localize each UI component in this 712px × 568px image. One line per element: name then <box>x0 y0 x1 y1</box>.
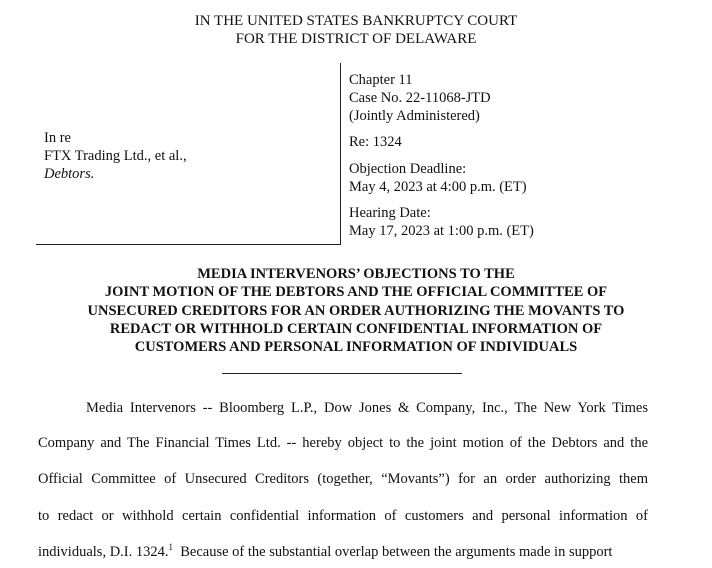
debtor-party: FTX Trading Ltd., et al., <box>44 148 187 164</box>
debtors-label: Debtors. <box>44 166 95 182</box>
objection-deadline-date: May 4, 2023 at 4:00 p.m. (ET) <box>349 179 527 195</box>
body-text-segment: Because of the substantial overlap between the arguments made in support <box>173 544 613 560</box>
hearing-date-value: May 17, 2023 at 1:00 p.m. (ET) <box>349 223 534 239</box>
caption-divider <box>340 63 341 244</box>
case-info-chapter-block <box>349 71 491 125</box>
title-rule <box>222 373 462 374</box>
body-line: Official Committee of Unsecured Creditors (together, “Movants”) for an order authorizing them <box>38 471 648 487</box>
footnote-reference[interactable]: 1 <box>168 542 173 552</box>
title-line: UNSECURED CREDITORS FOR AN ORDER AUTHORIZING THE MOVANTS TO <box>87 302 625 319</box>
case-info-hearing-block <box>349 204 534 240</box>
body-text-segment: individuals, D.I. 1324. <box>38 544 169 560</box>
body-line: Company and The Financial Times Ltd. -- hereby object to the joint motion of the Debtors and the <box>38 435 648 451</box>
jointly-administered: (Jointly Administered) <box>349 108 480 124</box>
body-line: to redact or withhold certain confidential information of customers and personal information of <box>38 508 648 524</box>
body-line: Media Intervenors -- Bloomberg L.P., Dow Jones & Company, Inc., The New York Times <box>86 400 648 416</box>
title-line: MEDIA INTERVENORS’ OBJECTIONS TO THE <box>197 266 515 282</box>
case-caption-parties <box>44 129 187 183</box>
chapter-label: Chapter 11 <box>349 72 413 88</box>
body-line <box>38 544 612 561</box>
title-line: CUSTOMERS AND PERSONAL INFORMATION OF INDIVIDUALS <box>134 339 578 356</box>
court-name-line2: FOR THE DISTRICT OF DELAWARE <box>235 31 477 47</box>
document-title <box>0 265 712 356</box>
case-info-objection-block <box>349 160 527 196</box>
case-info-re <box>349 133 402 151</box>
in-re-label: In re <box>44 130 71 146</box>
case-number: Case No. 22-11068-JTD <box>349 90 491 106</box>
hearing-date-label: Hearing Date: <box>349 205 431 221</box>
court-name-line1: IN THE UNITED STATES BANKRUPTCY COURT <box>194 13 518 29</box>
re-docket: Re: 1324 <box>349 134 402 150</box>
title-line: REDACT OR WITHHOLD CERTAIN CONFIDENTIAL INFORMATION OF <box>109 320 603 337</box>
title-line: JOINT MOTION OF THE DEBTORS AND THE OFFICIAL COMMITTEE OF <box>104 284 608 301</box>
objection-deadline-label: Objection Deadline: <box>349 161 467 177</box>
caption-bottom-rule <box>36 244 341 245</box>
